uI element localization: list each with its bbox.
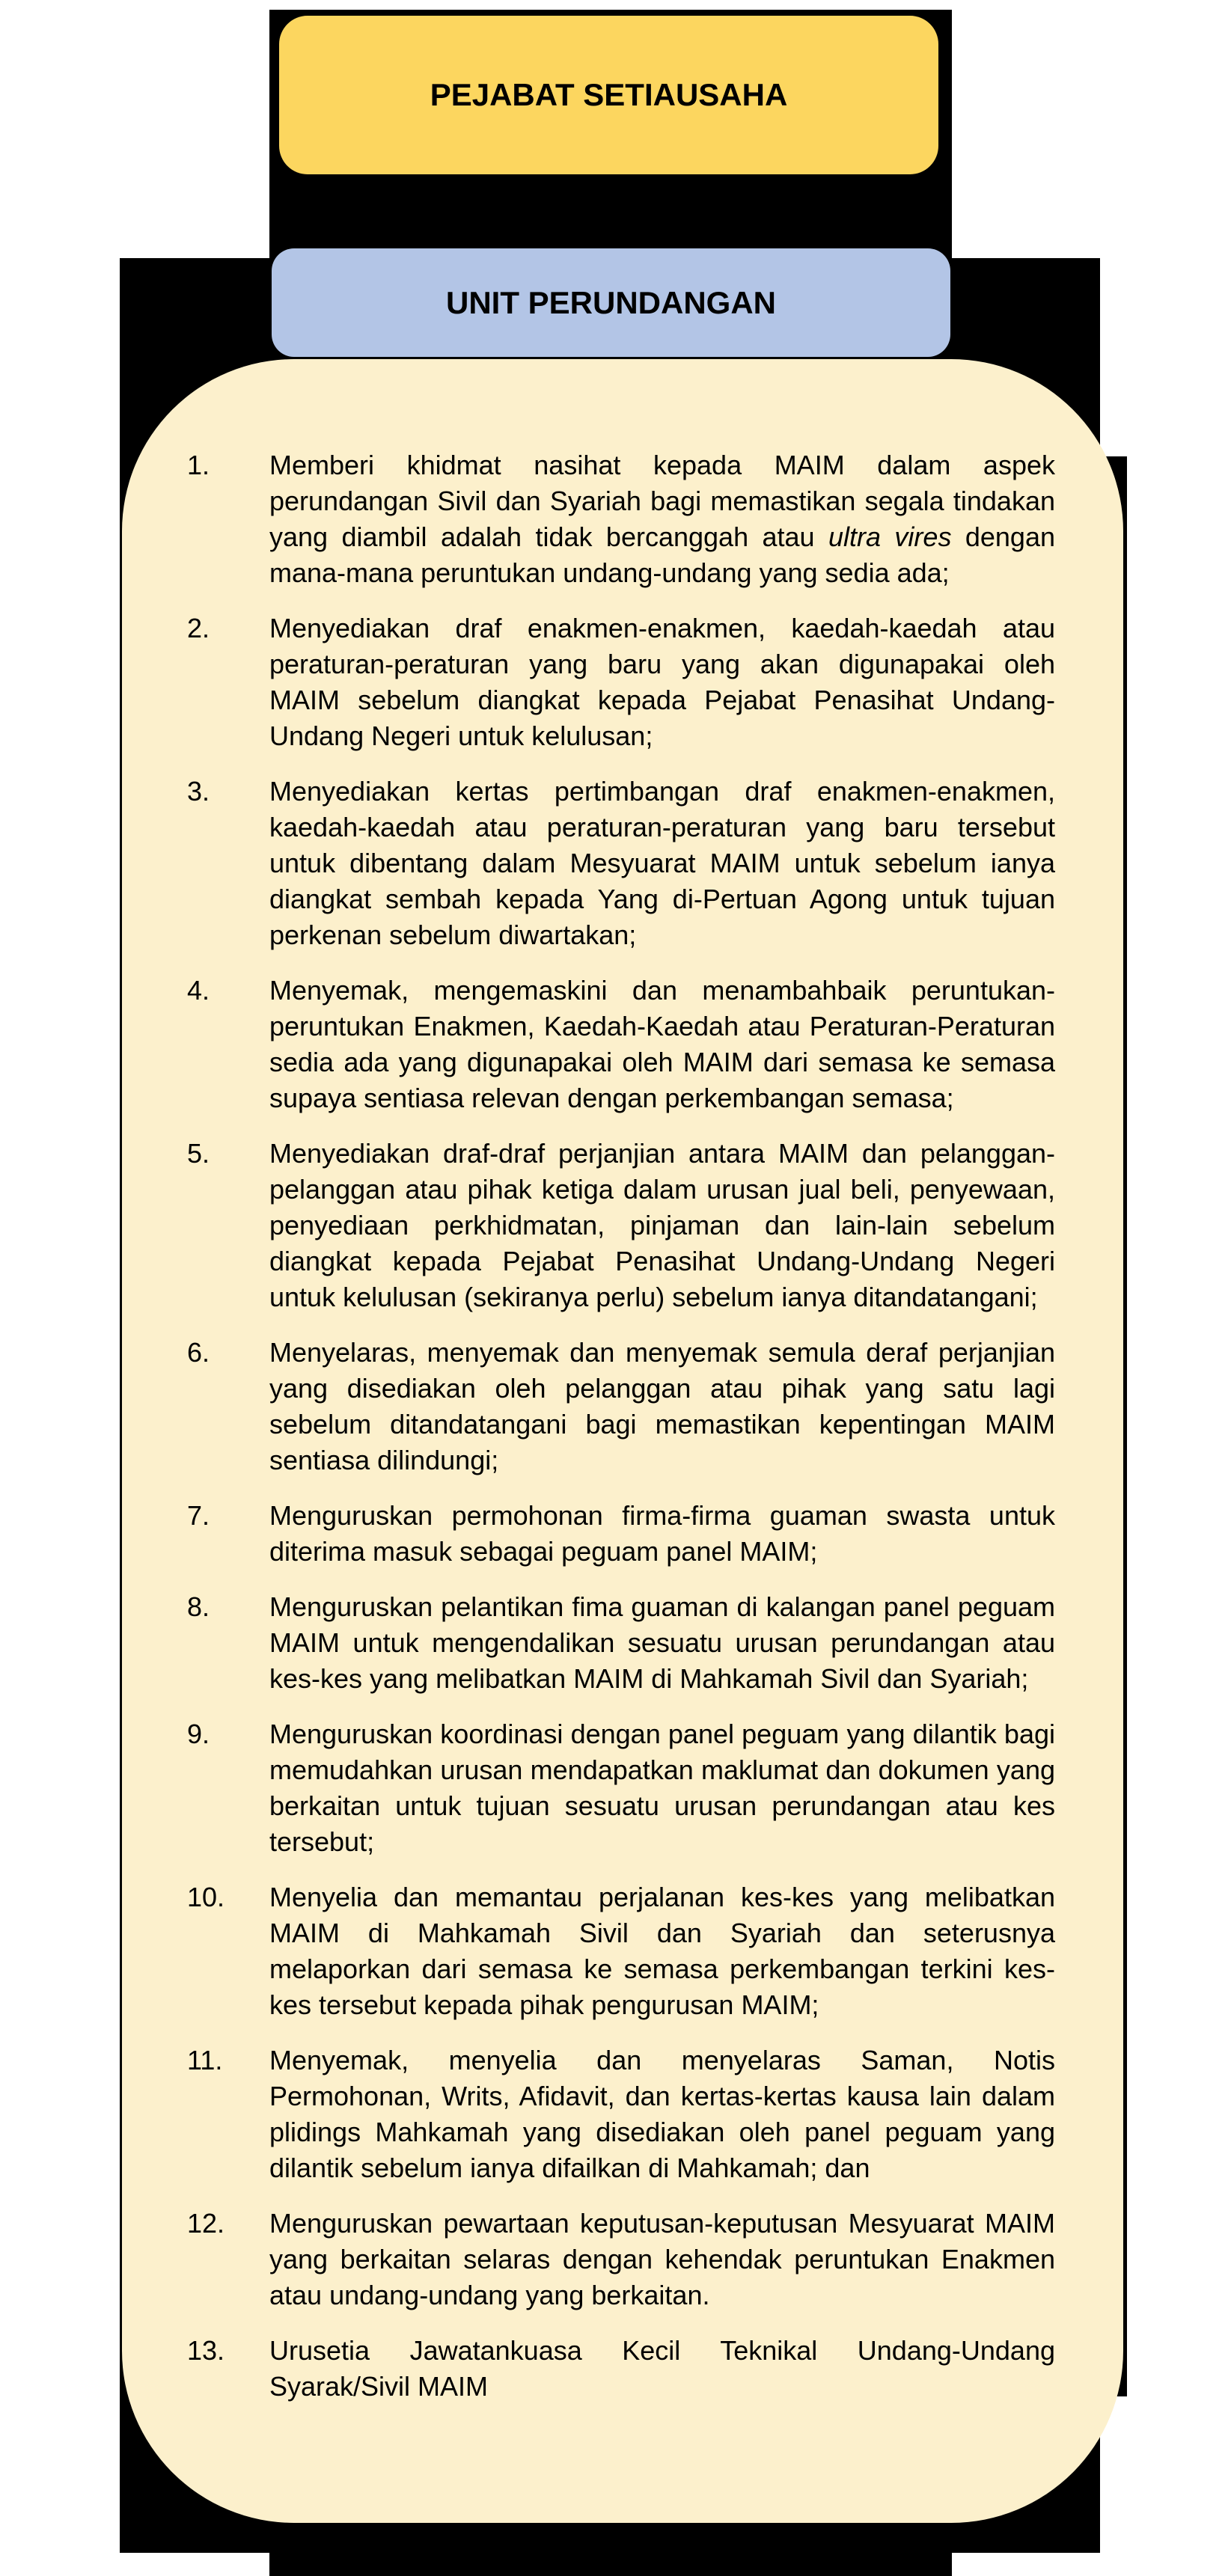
- list-item-number: 8.: [187, 1591, 210, 1622]
- unit-perundangan-label: UNIT PERUNDANGAN: [446, 284, 776, 320]
- list-item: [187, 2043, 1055, 2186]
- list-item: [187, 1879, 1055, 2023]
- list-item-text: Urusetia Jawatankuasa Kecil Teknikal Undang-Undang Syarak/Sivil MAIM: [269, 2335, 1055, 2402]
- list-item-text: Menyelaras, menyemak dan menyemak semula deraf perjanjian yang disediakan oleh pelanggan atau pihak yang satu lagi sebelum ditandatangani bagi memastikan kepentingan MAIM sentiasa dilindungi;: [269, 1337, 1055, 1475]
- list-item-number: 7.: [187, 1500, 210, 1531]
- list-item-text: Menguruskan permohonan firma-firma guaman swasta untuk diterima masuk sebagai peguam panel MAIM;: [269, 1500, 1055, 1567]
- list-item-text: Menyelia dan memantau perjalanan kes-kes yang melibatkan MAIM di Mahkamah Sivil dan Syariah dan seterusnya melaporkan dari semasa ke semasa perkembangan terkini kes-kes tersebut kepada pihak pengurusan MAIM;: [269, 1882, 1055, 2020]
- list-item-text: Menyemak, menyelia dan menyelaras Saman, Notis Permohonan, Writs, Afidavit, dan kertas-kertas kausa lain dalam plidings Mahkamah yang disediakan oleh panel peguam yang dilantik sebelum ianya difailkan di Mahkamah; dan: [269, 2045, 1055, 2183]
- list-item-number: 12.: [187, 2208, 225, 2239]
- list-item-number: 11.: [187, 2045, 223, 2075]
- list-item: [187, 1136, 1055, 1315]
- list-item-number: 9.: [187, 1719, 210, 1749]
- pejabat-setiausaha-box: [279, 16, 938, 174]
- list-item-text: Menyemak, mengemaskini dan menambahbaik peruntukan-peruntukan Enakmen, Kaedah-Kaedah atau Peraturan-Peraturan sedia ada yang digunapakai oleh MAIM dari semasa ke semasa supaya sentiasa relevan dengan perkembangan semasa;: [269, 975, 1055, 1113]
- unit-perundangan-box: [272, 248, 950, 357]
- list-item-number: 1.: [187, 450, 210, 480]
- list-item: [187, 774, 1055, 953]
- list-item-text: Memberi khidmat nasihat kepada MAIM dalam aspek perundangan Sivil dan Syariah bagi memastikan segala tindakan yang diambil adalah tidak bercanggah atau ultra vires dengan mana-mana peruntukan undang-undang yang sedia ada;: [269, 450, 1055, 588]
- list-item: [187, 1498, 1055, 1570]
- list-item-text: Menguruskan pelantikan fima guaman di kalangan panel peguam MAIM untuk mengendalikan sesuatu urusan perundangan atau kes-kes yang melibatkan MAIM di Mahkamah Sivil dan Syariah;: [269, 1591, 1055, 1694]
- list-item-number: 4.: [187, 975, 210, 1006]
- list-item-text: Menguruskan koordinasi dengan panel peguam yang dilantik bagi memudahkan urusan mendapatkan maklumat dan dokumen yang berkaitan untuk tujuan sesuatu urusan perundangan atau kes tersebut;: [269, 1719, 1055, 1857]
- list-item: [187, 447, 1055, 591]
- list-item: [187, 1335, 1055, 1478]
- list-item-number: 10.: [187, 1882, 225, 1912]
- list-item-number: 5.: [187, 1138, 210, 1169]
- list-item-text: Menyediakan draf enakmen-enakmen, kaedah-kaedah atau peraturan-peraturan yang baru yang akan digunapakai oleh MAIM sebelum diangkat kepada Pejabat Penasihat Undang-Undang Negeri untuk kelulusan;: [269, 613, 1055, 751]
- pejabat-setiausaha-label: PEJABAT SETIAUSAHA: [430, 77, 788, 112]
- list-item: [187, 611, 1055, 754]
- functions-list: [187, 447, 1055, 2424]
- list-item: [187, 2206, 1055, 2313]
- list-item-number: 6.: [187, 1337, 210, 1368]
- list-item-number: 3.: [187, 776, 210, 807]
- list-item: [187, 973, 1055, 1116]
- functions-panel: [122, 359, 1123, 2523]
- list-item-text: Menguruskan pewartaan keputusan-keputusan Mesyuarat MAIM yang berkaitan selaras dengan kehendak peruntukan Enakmen atau undang-undang yang berkaitan.: [269, 2208, 1055, 2310]
- list-item-number: 2.: [187, 613, 210, 643]
- list-item-number: 13.: [187, 2335, 225, 2366]
- list-item-text: Menyediakan draf-draf perjanjian antara MAIM dan pelanggan-pelanggan atau pihak ketiga dalam urusan jual beli, penyewaan, penyediaan perkhidmatan, pinjaman dan lain-lain sebelum diangkat kepada Pejabat Penasihat Undang-Undang Negeri untuk kelulusan (sekiranya perlu) sebelum ianya ditandatangani;: [269, 1138, 1055, 1312]
- list-item: [187, 1589, 1055, 1697]
- list-item: [187, 1716, 1055, 1860]
- list-item: [187, 2333, 1055, 2405]
- list-item-text: Menyediakan kertas pertimbangan draf enakmen-enakmen, kaedah-kaedah atau peraturan-peraturan yang baru tersebut untuk dibentang dalam Mesyuarat MAIM untuk sebelum ianya diangkat sembah kepada Yang di-Pertuan Agong untuk tujuan perkenan sebelum diwartakan;: [269, 776, 1055, 950]
